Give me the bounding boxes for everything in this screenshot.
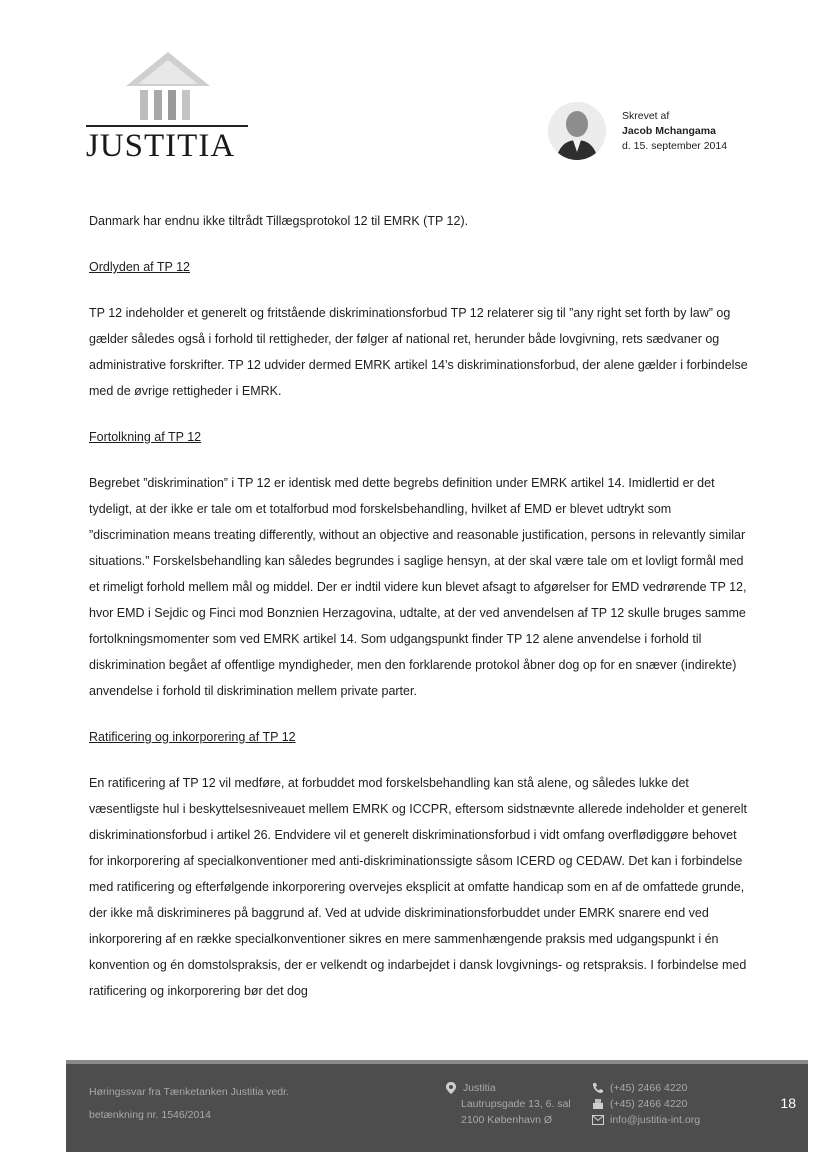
section-heading-ordlyden: Ordlyden af TP 12 (89, 260, 190, 274)
section-heading-ratificering: Ratificering og inkorporering af TP 12 (89, 730, 296, 744)
footer-address (446, 1080, 571, 1128)
address-line2: Lautrupsgade 13, 6. sal (461, 1098, 571, 1110)
page-number: 18 (780, 1095, 796, 1111)
intro-paragraph: Danmark har endnu ikke tiltrådt Tillægsprotokol 12 til EMRK (TP 12). (89, 214, 469, 228)
section-heading-fortolkning: Fortolkning af TP 12 (89, 430, 202, 444)
footer-title-line2: betænkning nr. 1546/2014 (89, 1109, 212, 1121)
address-line1: Justitia (463, 1082, 496, 1094)
logo-text: JUSTITIA (86, 128, 236, 164)
justitia-logo (86, 50, 256, 162)
author-label: Skrevet af (622, 110, 670, 122)
fax-number: (+45) 2466 4220 (610, 1098, 688, 1110)
logo-rule (86, 125, 248, 127)
location-pin-icon (446, 1082, 458, 1094)
person-icon (548, 102, 606, 160)
address-line3: 2100 København Ø (461, 1114, 553, 1126)
document-body (89, 208, 749, 1024)
author-block (548, 102, 748, 162)
footer-title-line1: Høringssvar fra Tænketanken Justitia vedr. (89, 1086, 289, 1098)
author-name: Jacob Mchangama (622, 125, 716, 137)
phone-number[interactable]: (+45) 2466 4220 (610, 1082, 688, 1094)
footer-contact (592, 1080, 700, 1128)
section-paragraph-fortolkning: Begrebet ”diskrimination” i TP 12 er identisk med dette begrebs definition under EMRK artikel 14. Imidlertid er det tydeligt, at der ikke er tale om et totalforbud mod forskelsbehandling, hvilket af EMD er blevet udtrykt som ”discrimination means treating differently, without an objective and reasonable justification, persons in relevantly similar situations.” Forskelsbehandling kan således begrundes i saglige hensyn, at der skal være tale om et lovligt formål med et rimeligt forhold mellem mål og middel. Der er indtil videre kun blevet afsagt to afgørelser for EMD vedrørende TP 12, hvor EMD i Sejdic og Finci mod Bonznien Herzagovina, udtalte, at der ved anvendelsen af TP 12 skulle bruges samme fortolkningsmomenter som ved EMRK artikel 14. Som udgangspunkt finder TP 12 alene anvendelse i forhold til diskrimination begået af offentlige myndigheder, men den forklarende protokol åbner dog op for en snæver (indirekte) anvendelse i forhold til diskrimination mellem private parter. (89, 476, 747, 698)
section-paragraph-ratificering: En ratificering af TP 12 vil medføre, at forbuddet mod forskelsbehandling kan stå alene, og således lukke det væsentligste hul i beskyttelsesniveauet mellem EMRK og ICCPR, eftersom sidstnævnte allerede indeholder et generelt diskriminationsforbud i artikel 26. Endvidere vil et generelt diskriminationsforbud i vidt omfang overflødiggøre behovet for inkorporering af specialkonventioner med anti-diskriminationssigte såsom ICERD og CEDAW. Det kan i forbindelse med ratificering og efterfølgende inkorporering overvejes eksplicit at omfatte handicap som en af de omfattede grunde, der ikke må diskrimineres på baggrund af. Ved at udvide diskriminationsforbuddet under EMRK snarere end ved inkorporering af en række specialkonventioner sikres en mere sammenhængende praksis med udgangspunkt i én konvention og én domstolspraksis, der er velkendt og indarbejdet i dansk lovgivnings- og retspraksis. I forbindelse med ratificering og inkorporering bør det dog (89, 776, 747, 998)
email-icon (592, 1114, 604, 1126)
temple-icon (118, 50, 218, 126)
author-avatar (548, 102, 606, 160)
author-date: d. 15. september 2014 (622, 140, 728, 152)
fax-icon (592, 1098, 604, 1110)
section-paragraph-ordlyden: TP 12 indeholder et generelt og fritstående diskriminationsforbud TP 12 relaterer sig til ”any right set forth by law” og gælder således også i forhold til rettigheder, der følger af national ret, herunder både lovgivning, rets sædvaner og administrative forskrifter. TP 12 udvider dermed EMRK artikel 14’s diskriminationsforbud, der alene gælder i forbindelse med de øvrige rettigheder i EMRK. (89, 306, 748, 398)
page-footer (66, 1060, 808, 1152)
phone-icon (592, 1082, 604, 1094)
email-link[interactable]: info@justitia-int.org (610, 1114, 701, 1126)
footer-stripe (66, 1060, 808, 1064)
